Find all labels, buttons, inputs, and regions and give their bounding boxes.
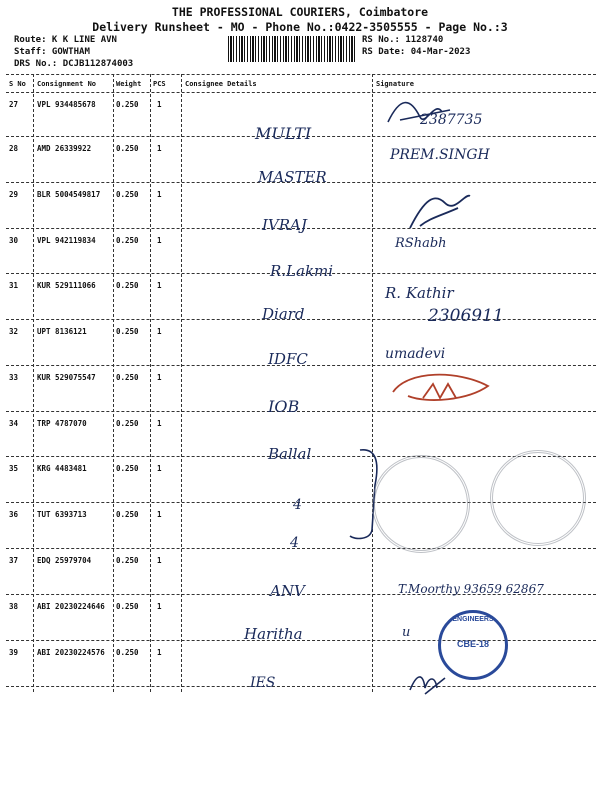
signature-scribble	[405, 668, 455, 698]
row-weight: 0.250	[116, 236, 139, 245]
row-sno: 30	[9, 236, 19, 245]
row-sno: 37	[9, 556, 19, 565]
engineers-stamp	[438, 610, 508, 680]
table-top-rule	[6, 74, 596, 75]
row-consignment: VPL 942119834	[37, 236, 96, 245]
handwritten-name: IOB	[268, 397, 300, 416]
row-consignment: EDQ 25979704	[37, 556, 92, 565]
row-rule	[6, 411, 596, 412]
row-rule	[6, 548, 596, 549]
handwritten-signature: RShabh	[395, 236, 447, 251]
row-pcs: 1	[157, 648, 162, 657]
row-pcs: 1	[157, 510, 162, 519]
row-weight: 0.250	[116, 327, 139, 336]
handwritten-signature: umadevi	[385, 346, 446, 362]
row-rule	[6, 686, 596, 687]
stamp-center-text: CBE-18	[456, 639, 489, 649]
row-consignment: TUT 6393713	[37, 510, 87, 519]
row-weight: 0.250	[116, 602, 139, 611]
row-consignment: TRP 4787070	[37, 419, 87, 428]
row-pcs: 1	[157, 419, 162, 428]
row-weight: 0.250	[116, 281, 139, 290]
row-sno: 31	[9, 281, 19, 290]
row-sno: 36	[9, 510, 19, 519]
row-weight: 0.250	[116, 144, 139, 153]
row-consignment: KUR 529075547	[37, 373, 96, 382]
col-divider	[372, 74, 373, 692]
row-sno: 27	[9, 100, 19, 109]
col-pcs: PCS	[153, 80, 166, 88]
rs-date: RS Date: 04-Mar-2023	[362, 47, 471, 57]
row-weight: 0.250	[116, 464, 139, 473]
handwritten-signature: PREM.SINGH	[390, 147, 490, 163]
row-consignment: KRG 4483481	[37, 464, 87, 473]
row-pcs: 1	[157, 100, 162, 109]
row-sno: 29	[9, 190, 19, 199]
col-divider	[113, 74, 114, 692]
company-seal	[372, 455, 470, 553]
row-weight: 0.250	[116, 419, 139, 428]
rs-number: RS No.: 1128740	[362, 35, 444, 45]
handwritten-name: IES	[250, 675, 276, 691]
row-weight: 0.250	[116, 556, 139, 565]
handwritten-name: R.Lakmi	[270, 262, 334, 280]
handwritten-name: ANV	[270, 582, 305, 600]
handwritten-signature: 2387735	[420, 112, 483, 128]
col-sno: S No	[9, 80, 26, 88]
barcode	[228, 36, 356, 62]
row-consignment: KUR 529111066	[37, 281, 96, 290]
row-weight: 0.250	[116, 648, 139, 657]
handwritten-signature: T.Moorthy 93659 62867	[398, 582, 544, 596]
row-consignment: ABI 20230224646	[37, 602, 105, 611]
route-label: Route: K K LINE AVN	[14, 35, 117, 45]
row-sno: 34	[9, 419, 19, 428]
row-consignment: BLR 5004549817	[37, 190, 101, 199]
row-weight: 0.250	[116, 373, 139, 382]
signature-scribble	[400, 188, 480, 238]
handwritten-name: Ballal	[268, 445, 312, 463]
handwritten-signature: 2306911	[428, 306, 504, 326]
row-pcs: 1	[157, 327, 162, 336]
drs-label: DRS No.: DCJB112874003	[14, 59, 134, 69]
company-title: THE PROFESSIONAL COURIERS, Coimbatore	[171, 5, 429, 19]
row-sno: 38	[9, 602, 19, 611]
row-pcs: 1	[157, 373, 162, 382]
stamp-ring-text: ENGINEERS	[452, 616, 494, 623]
handwritten-name: IVRAJ	[262, 216, 307, 234]
handwritten-signature: u	[402, 625, 411, 640]
row-consignment: ABI 20230224576	[37, 648, 105, 657]
row-sno: 32	[9, 327, 19, 336]
staff-label: Staff: GOWTHAM	[14, 47, 90, 57]
handwritten-name: MASTER	[258, 168, 327, 186]
col-signature: Signature	[376, 80, 414, 88]
row-weight: 0.250	[116, 190, 139, 199]
signature-scribble	[388, 370, 498, 410]
runsheet-title: Delivery Runsheet - MO - Phone No.:0422-3505555 - Page No.:3	[92, 20, 508, 34]
row-weight: 0.250	[116, 100, 139, 109]
row-weight: 0.250	[116, 510, 139, 519]
handwritten-name: IDFC	[268, 350, 308, 368]
handwritten-name: 4	[290, 535, 299, 551]
row-sno: 33	[9, 373, 19, 382]
row-pcs: 1	[157, 281, 162, 290]
col-weight: Weight	[116, 80, 142, 88]
row-sno: 35	[9, 464, 19, 473]
row-pcs: 1	[157, 190, 162, 199]
row-sno: 28	[9, 144, 19, 153]
col-divider	[150, 74, 151, 692]
handwritten-name: MULTI	[255, 124, 312, 143]
row-pcs: 1	[157, 236, 162, 245]
col-consignment: Consignment No	[37, 80, 97, 88]
company-seal	[490, 450, 586, 546]
row-pcs: 1	[157, 464, 162, 473]
handwritten-name: Haritha	[244, 625, 303, 643]
handwritten-signature: R. Kathir	[385, 284, 454, 302]
handwritten-name: 4	[293, 497, 302, 513]
col-consignee: Consignee Details	[185, 80, 257, 88]
row-pcs: 1	[157, 556, 162, 565]
col-divider	[181, 74, 182, 692]
row-pcs: 1	[157, 144, 162, 153]
handwritten-name: Diard	[262, 305, 305, 323]
row-sno: 39	[9, 648, 19, 657]
col-divider	[33, 74, 34, 692]
row-pcs: 1	[157, 602, 162, 611]
row-consignment: UPT 8136121	[37, 327, 87, 336]
row-consignment: AMD 26339922	[37, 144, 92, 153]
row-consignment: VPL 934485678	[37, 100, 96, 109]
